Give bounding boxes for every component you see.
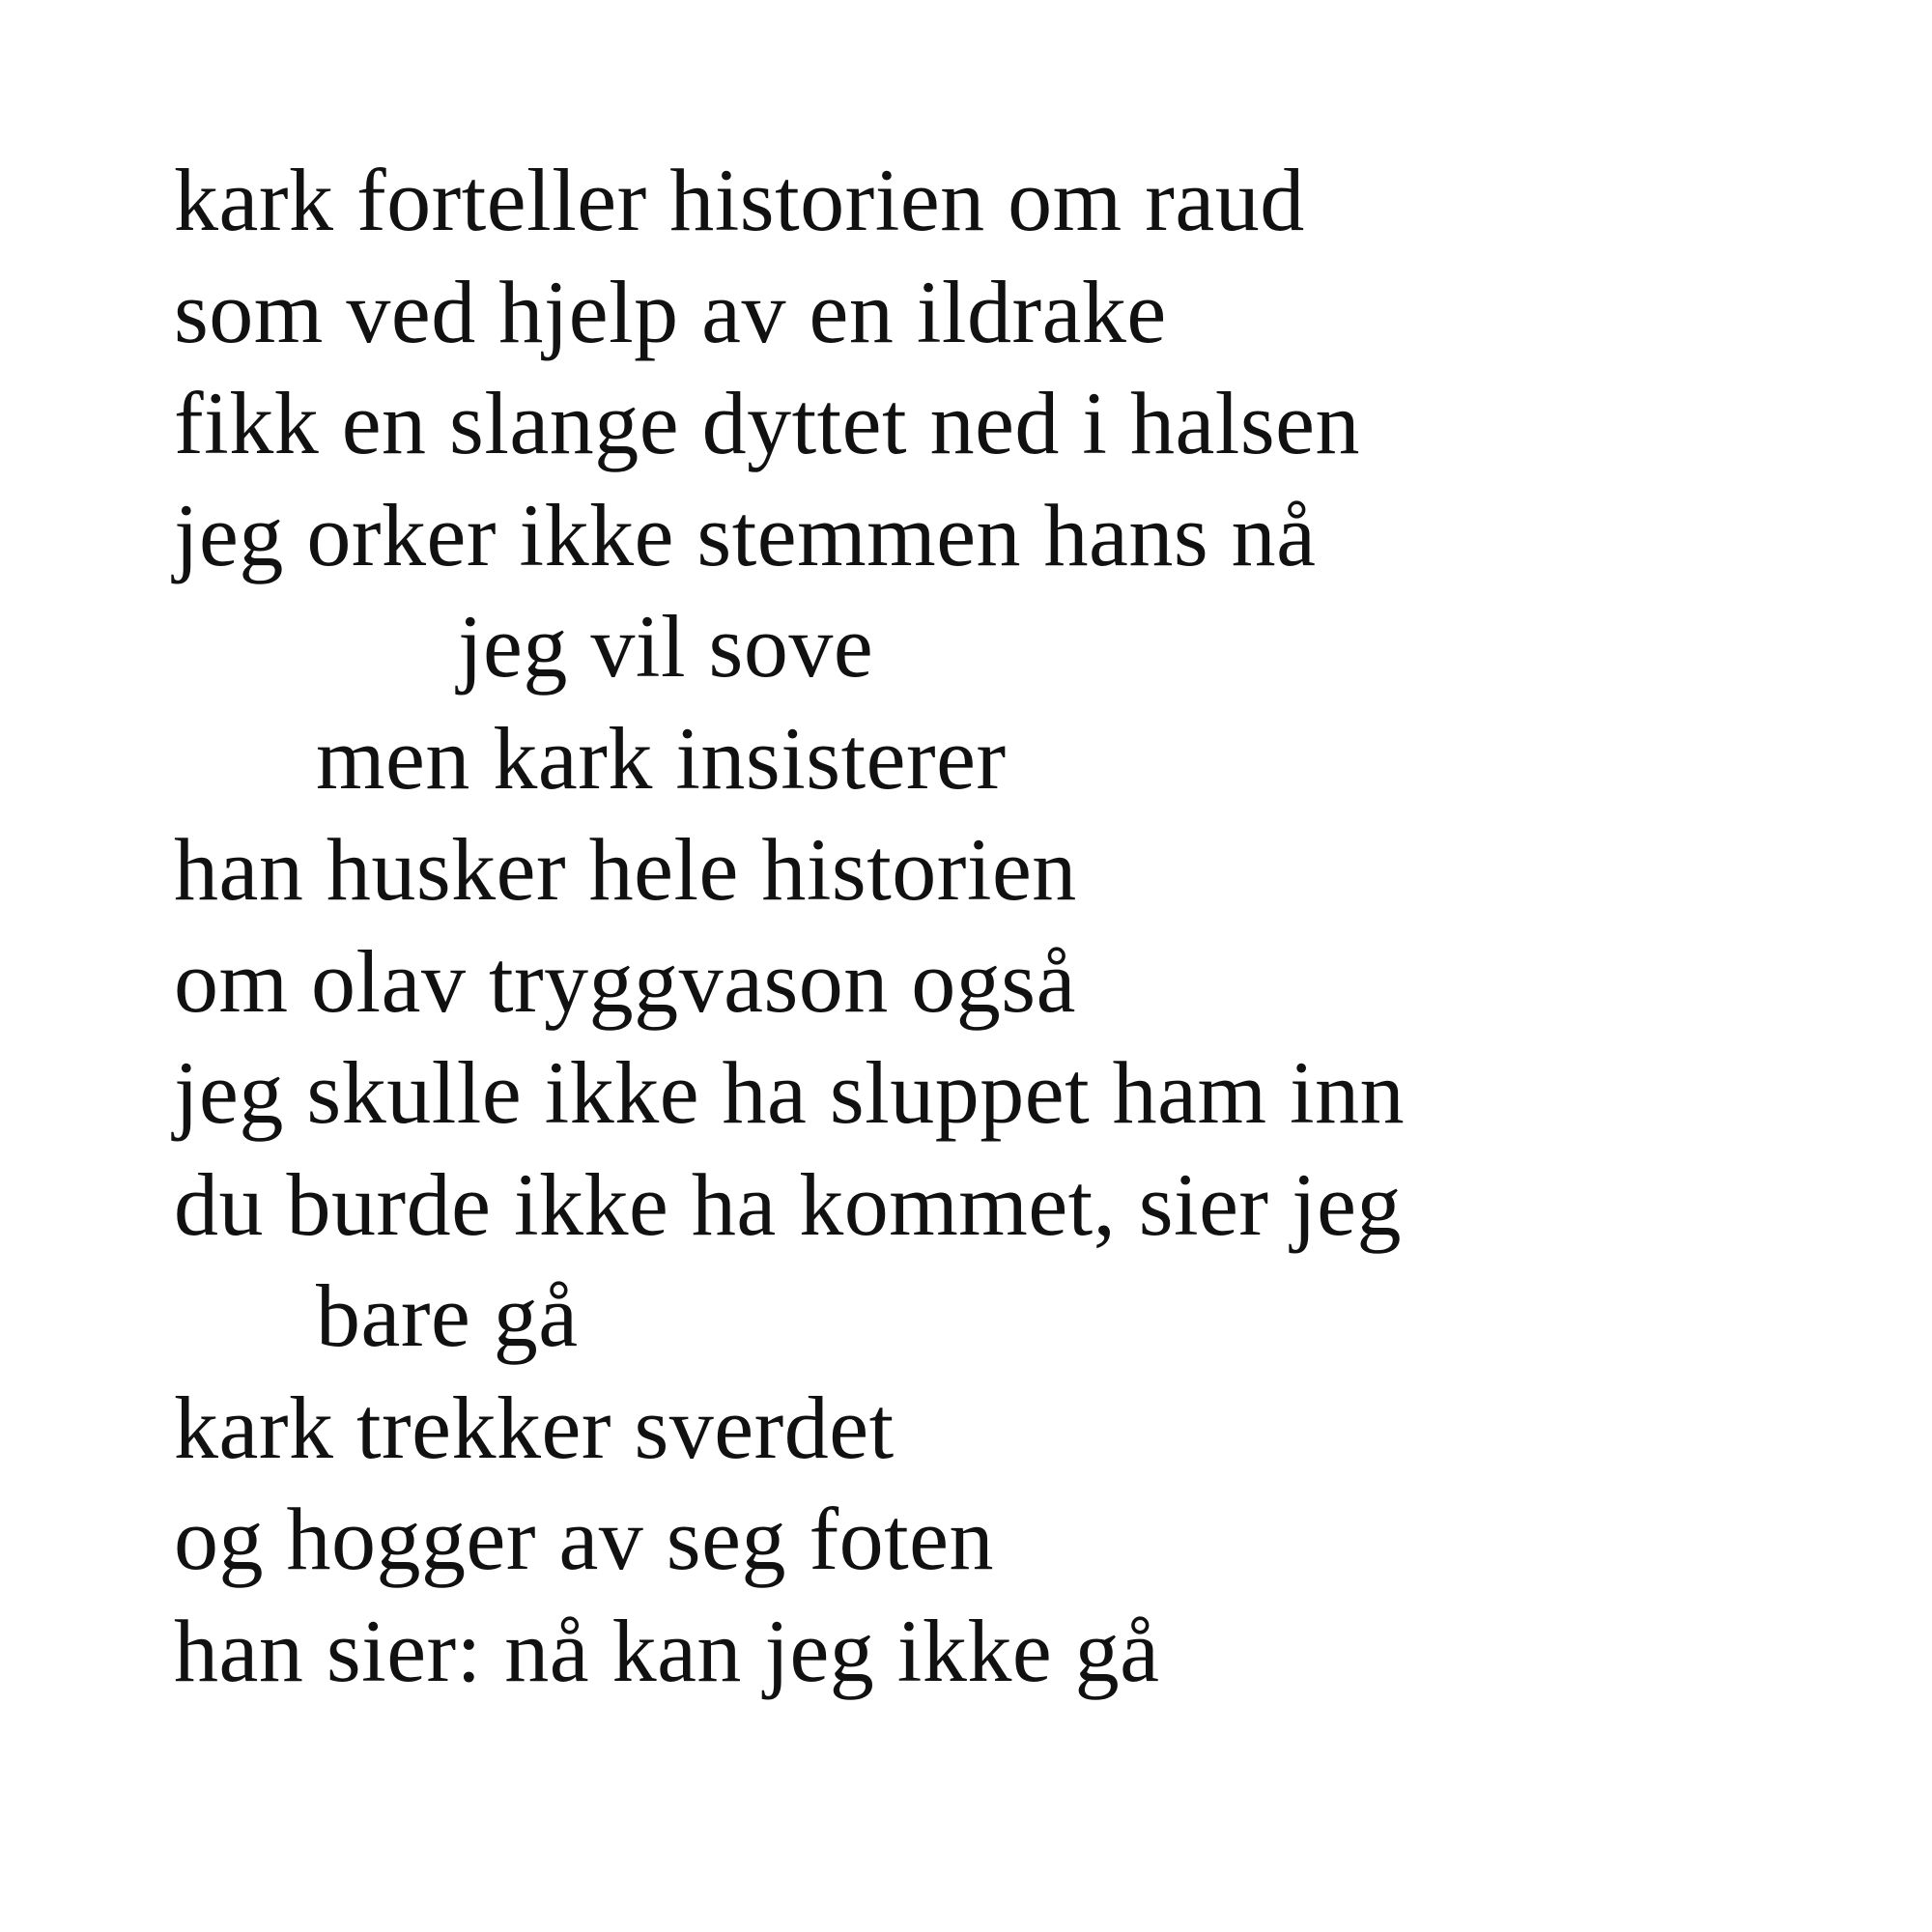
poem-line: du burde ikke ha kommet, sier jeg [174,1154,1402,1254]
poem-line: jeg skulle ikke ha sluppet ham inn [174,1043,1406,1142]
poem-line: kark forteller historien om raud [174,151,1305,249]
poem-line: som ved hjelp av en ildrake [174,262,1167,361]
poem-line: han husker hele historien [174,820,1077,919]
poem [174,145,1405,1707]
poem-line: om olav tryggvason også [174,931,1076,1031]
poem-line: jeg vil sove [458,597,874,696]
poem-line: jeg orker ikke stemmen hans nå [174,485,1317,584]
poem-line: fikk en slange dyttet ned i halsen [174,374,1361,472]
poem-line: og hogger av seg foten [174,1490,994,1588]
poem-line: kark trekker sverdet [174,1378,895,1477]
poem-line: han sier: nå kan jeg ikke gå [174,1601,1160,1700]
poem-line: men kark insisterer [316,708,1007,808]
poem-line: bare gå [316,1266,579,1365]
